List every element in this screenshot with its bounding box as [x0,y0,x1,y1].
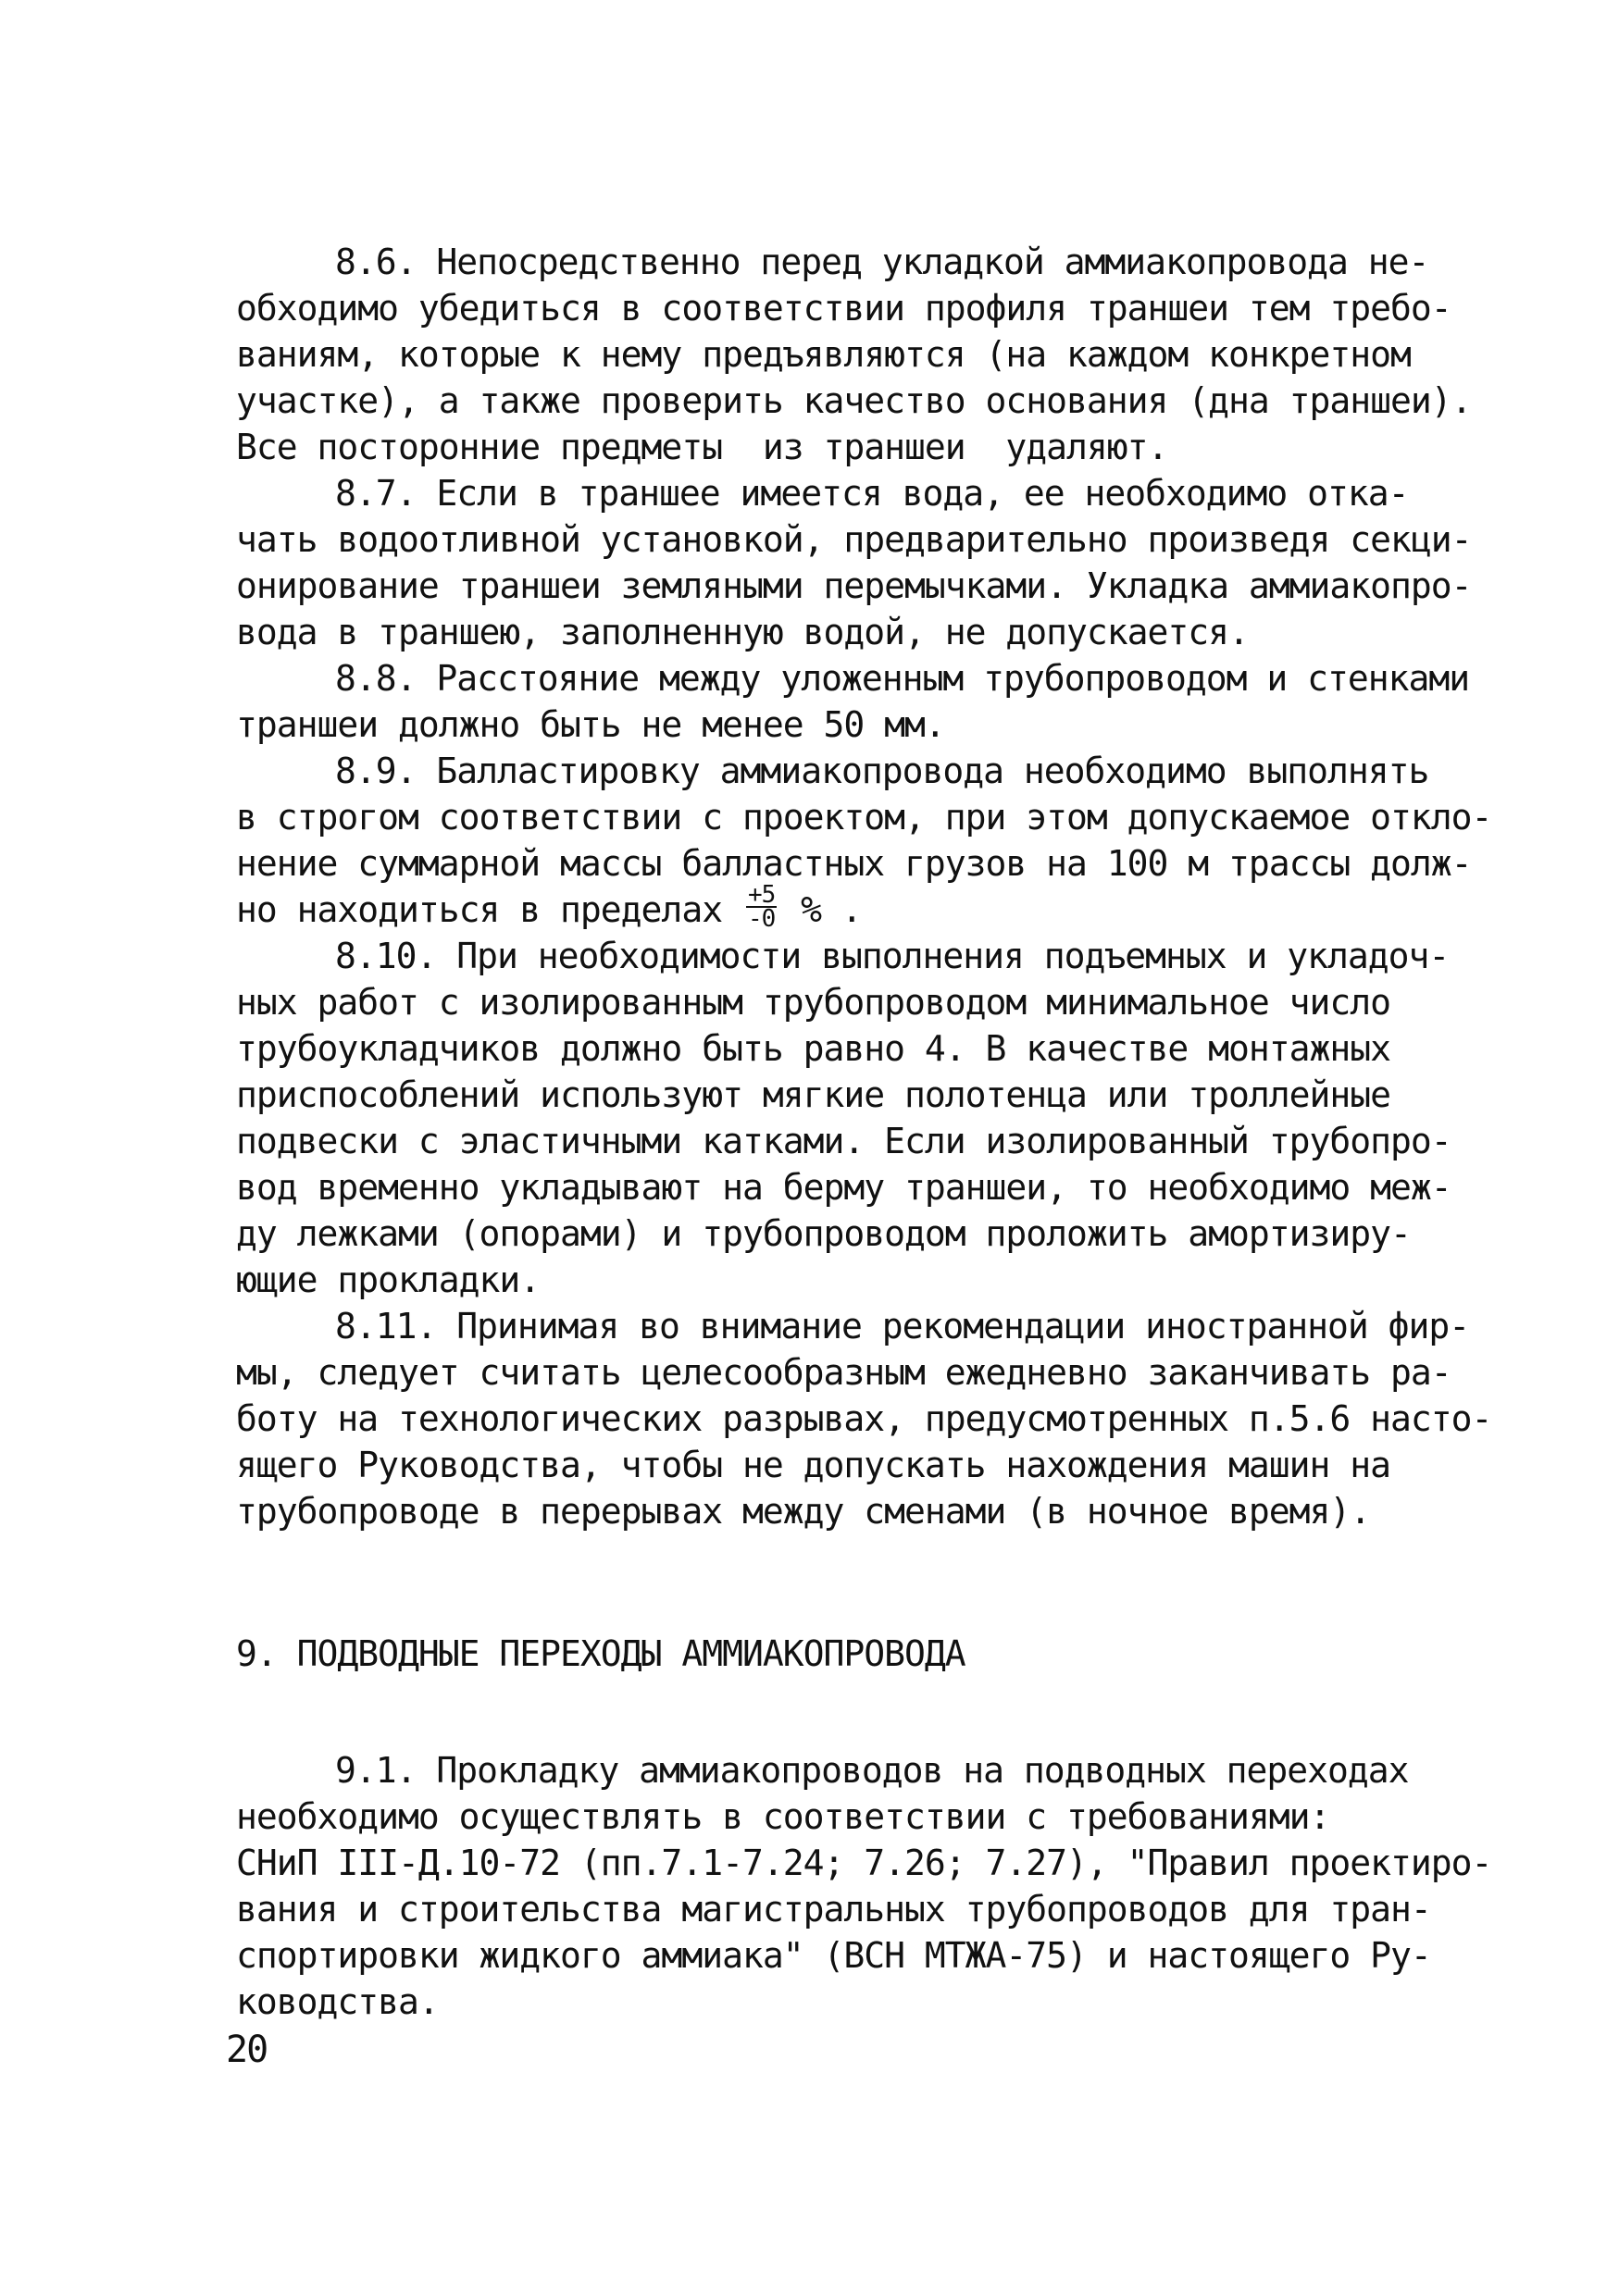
text-segment: но находиться в пределах [236,889,742,930]
text-line: спортировки жидкого аммиака" (ВСН МТЖА-75) и настоящего Ру- [236,1935,1431,1976]
tolerance-fraction [746,880,777,933]
text-line: ду лежками (опорами) и трубопроводом проложить амортизиру- [236,1213,1411,1254]
section-heading: 9. ПОДВОДНЫЕ ПЕРЕХОДЫ АММИАКОПРОВОДА [236,1633,965,1674]
text-line: 9.1. Прокладку аммиакопроводов на подводных переходах [335,1750,1409,1791]
text-line: трубоукладчиков должно быть равно 4. В качестве монтажных [236,1028,1391,1069]
text-line: 8.8. Расстояние между уложенным трубопроводом и стенками [335,658,1470,699]
section-spacer [236,1534,1393,1631]
text-line: необходимо осуществлять в соответствии с требованиями: [236,1796,1330,1837]
text-line: чать водоотливной установкой, предварительно произведя секци- [236,519,1472,560]
text-line: траншеи должно быть не менее 50 мм. [236,704,945,745]
fraction-denominator: -0 [747,904,776,933]
paragraph-8-6 [236,239,1472,470]
text-line: 8.7. Если в траншее имеется вода, ее необходимо отка- [335,473,1409,514]
text-segment: % . [780,889,862,930]
page-number: 20 [226,2029,268,2071]
paragraph-8-10 [236,933,1451,1303]
paragraph-8-11 [236,1303,1492,1534]
text-line: Все посторонние предметы из траншеи удаляют. [236,427,1168,467]
text-line: вод временно укладывают на берму траншеи, то необходимо меж- [236,1167,1451,1208]
text-line: приспособлений используют мягкие полотенца или троллейные [236,1074,1391,1115]
text-line: ваниям, которые к нему предъявляются (на каждом конкретном [236,334,1411,375]
paragraph-8-8 [236,655,1470,748]
text-line: ящего Руководства, чтобы не допускать нахождения машин на [236,1445,1391,1485]
text-line: обходимо убедиться в соответствии профиля траншеи тем требо- [236,288,1451,329]
paragraph-8-7 [236,470,1472,655]
text-line: онирование траншеи земляными перемычками. Укладка аммиакопро- [236,565,1472,606]
text-line: 8.10. При необходимости выполнения подъемных и укладоч- [335,936,1450,976]
fraction-numerator: +5 [747,880,776,909]
text-line: вания и строительства магистральных трубопроводов для тран- [236,1889,1431,1930]
section-spacer [236,1677,1393,1747]
text-line: боту на технологических разрывах, предусмотренных п.5.6 насто- [236,1398,1492,1439]
text-line: 8.9. Балластировку аммиакопровода необходимо выполнять [335,751,1429,791]
page-content [236,239,1492,2025]
text-line: СНиП III-Д.10-72 (пп.7.1-7.24; 7.26; 7.27), "Правил проектиро- [236,1843,1492,1883]
text-line: вода в траншею, заполненную водой, не допускается. [236,612,1249,652]
paragraph-9-1 [236,1747,1492,2025]
text-line: ных работ с изолированным трубопроводом минимальное число [236,982,1391,1023]
text-line: нение суммарной массы балластных грузов на 100 м трассы долж- [236,843,1472,884]
text-line-with-fraction [236,880,1393,933]
text-line: ководства. [236,1981,439,2022]
paragraph-8-9 [236,748,1492,933]
text-line: в строгом соответствии с проектом, при этом допускаемое откло- [236,797,1492,838]
text-line: участке), а также проверить качество основания (дна траншеи). [236,380,1472,421]
text-line: подвески с эластичными катками. Если изолированный трубопро- [236,1121,1451,1161]
text-line: 8.6. Непосредственно перед укладкой аммиакопровода не- [335,242,1429,282]
text-line: трубопроводе в перерывах между сменами (в ночное время). [236,1491,1371,1532]
text-line: 8.11. Принимая во внимание рекомендации иностранной фир- [335,1306,1470,1347]
text-line: ющие прокладки. [236,1260,541,1300]
text-line: мы, следует считать целесообразным ежедневно заканчивать ра- [236,1352,1451,1393]
